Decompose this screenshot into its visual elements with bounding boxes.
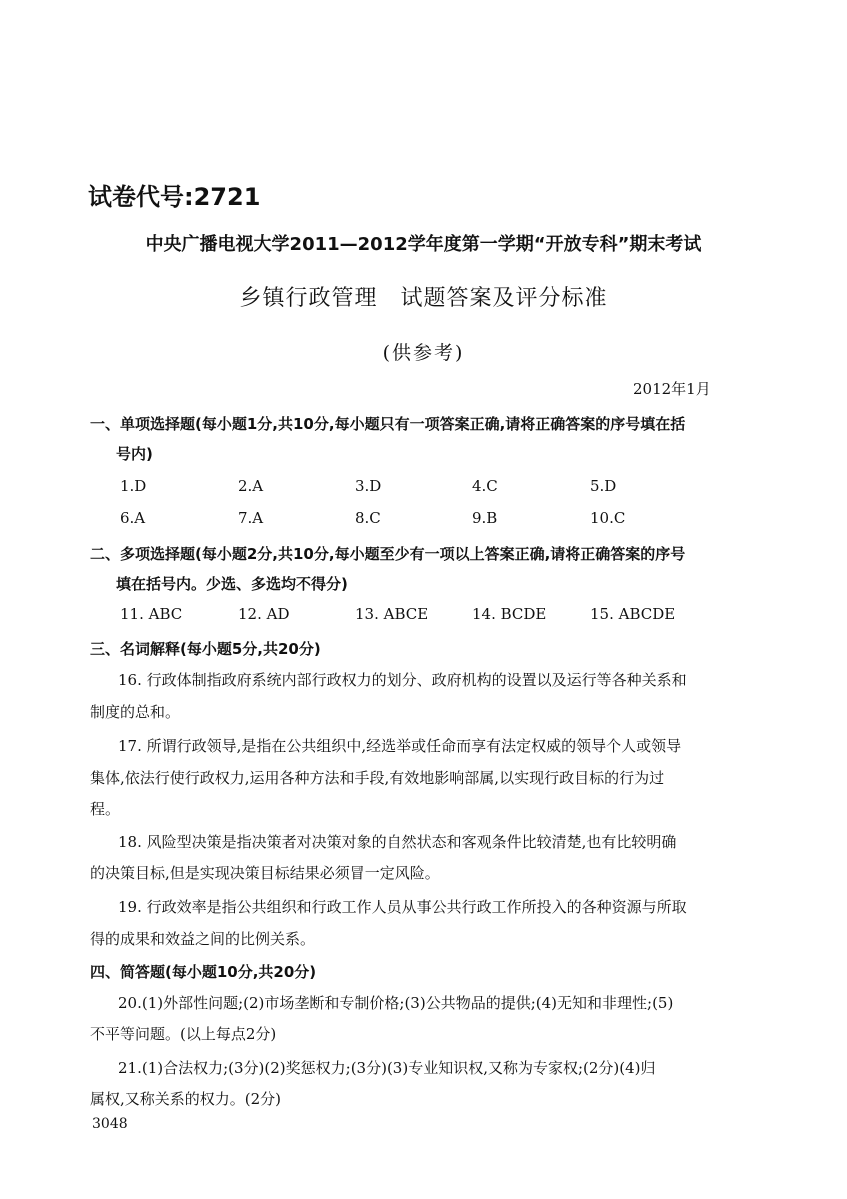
answer-17-line1: 17. 所谓行政领导,是指在公共组织中,经选举或任命而享有法定权威的领导个人或领导 — [118, 737, 682, 755]
section4-heading: 四、简答题(每小题10分,共20分) — [90, 963, 317, 981]
answer-17-line3: 程。 — [90, 800, 121, 818]
university-exam-line: 中央广播电视大学2011—2012学年度第一学期“开放专科”期末考试 — [145, 234, 702, 255]
answer-13: 13. ABCE — [355, 605, 429, 623]
section2-heading: 二、多项选择题(每小题2分,共10分,每小题至少有一项以上答案正确,请将正确答案的序号 — [90, 545, 686, 563]
answer-19-line2: 得的成果和效益之间的比例关系。 — [90, 930, 316, 948]
section3-heading: 三、名词解释(每小题5分,共20分) — [90, 640, 321, 658]
answer-1: 1.D — [120, 477, 147, 495]
section1-heading: 一、单项选择题(每小题1分,共10分,每小题只有一项答案正确,请将正确答案的序号填在括 — [90, 415, 686, 433]
answer-16-line1: 16. 行政体制指政府系统内部行政权力的划分、政府机构的设置以及运行等各种关系和 — [118, 671, 687, 689]
answer-18-line1: 18. 风险型决策是指决策者对决策对象的自然状态和客观条件比较清楚,也有比较明确 — [118, 833, 677, 851]
answer-5: 5.D — [590, 477, 617, 495]
paper-code: 试卷代号:2721 — [88, 183, 261, 211]
page-number: 3048 — [92, 1116, 128, 1132]
section1-heading-cont: 号内) — [116, 445, 153, 463]
exam-date: 2012年1月 — [633, 380, 711, 398]
section2-heading-cont: 填在括号内。少选、多选均不得分) — [116, 575, 348, 593]
answer-6: 6.A — [120, 509, 146, 527]
answer-7: 7.A — [238, 509, 264, 527]
reference-note: (供参考) — [382, 342, 465, 364]
answer-14: 14. BCDE — [472, 605, 547, 623]
answer-18-line2: 的决策目标,但是实现决策目标结果必须冒一定风险。 — [90, 864, 440, 882]
answer-20-line2: 不平等问题。(以上每点2分) — [90, 1025, 277, 1043]
answer-3: 3.D — [355, 477, 382, 495]
answer-21-line1: 21.(1)合法权力;(3分)(2)奖惩权力;(3分)(3)专业知识权,又称为专家权;(2分)(4)归 — [118, 1059, 656, 1077]
answer-9: 9.B — [472, 509, 498, 527]
answer-16-line2: 制度的总和。 — [90, 703, 181, 721]
answer-4: 4.C — [472, 477, 498, 495]
document-title: 乡镇行政管理 试题答案及评分标准 — [239, 286, 608, 311]
answer-10: 10.C — [590, 509, 626, 527]
answer-2: 2.A — [238, 477, 264, 495]
answer-19-line1: 19. 行政效率是指公共组织和行政工作人员从事公共行政工作所投入的各种资源与所取 — [118, 898, 687, 916]
answer-8: 8.C — [355, 509, 381, 527]
answer-15: 15. ABCDE — [590, 605, 676, 623]
answer-17-line2: 集体,依法行使行政权力,运用各种方法和手段,有效地影响部属,以实现行政目标的行为过 — [90, 769, 665, 787]
answer-11: 11. ABC — [120, 605, 183, 623]
answer-21-line2: 属权,又称关系的权力。(2分) — [90, 1090, 282, 1108]
answer-20-line1: 20.(1)外部性问题;(2)市场垄断和专制价格;(3)公共物品的提供;(4)无知和非理性;(5) — [118, 994, 674, 1012]
answer-12: 12. AD — [238, 605, 290, 623]
